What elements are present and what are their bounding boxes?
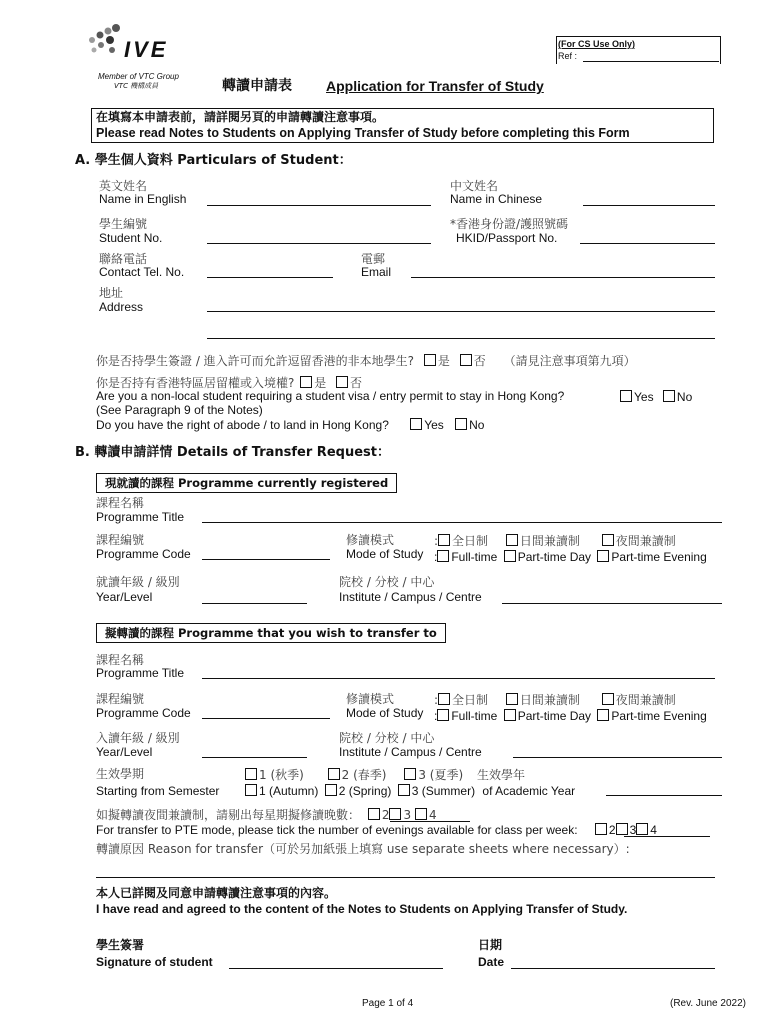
tgt-inst-label: Institute / Campus / Centre (339, 745, 482, 759)
cur-title-label: Programme Title (96, 510, 185, 524)
cur-inst-field[interactable] (502, 603, 722, 604)
address-label-zh: 地址 (99, 286, 124, 300)
cur-title-field[interactable] (202, 522, 722, 523)
eff-label-zh: 生效學期 (96, 767, 145, 781)
eff-label: Starting from Semester (96, 784, 220, 798)
tgt-title-field[interactable] (202, 678, 715, 679)
name-zh-label-zh: 中文姓名 (450, 179, 499, 193)
cur-pte-zh-checkbox[interactable] (602, 534, 614, 546)
tel-label: Contact Tel. No. (99, 265, 185, 279)
cs-box-left (556, 36, 557, 64)
abode-question-en: Do you have the right of abode / to land in Hong Kong? Yes No (96, 418, 485, 432)
cs-box-top (556, 36, 720, 37)
signature-label-zh: 學生簽署 (96, 938, 145, 952)
cur-pte-checkbox[interactable] (597, 550, 609, 562)
sem2-zh-checkbox[interactable] (328, 768, 340, 780)
cur-code-field[interactable] (202, 559, 330, 560)
eff-options-zh: 1 (秋季) 2 (春季) 3 (夏季) 生效學年 (245, 768, 525, 783)
cur-mode-label: Mode of Study (346, 547, 424, 561)
pte-4-zh-checkbox[interactable] (415, 808, 427, 820)
sem3-checkbox[interactable] (398, 784, 410, 796)
form-title-zh: 轉讀申請表 (222, 78, 292, 94)
notice-zh: 在填寫本申請表前，請詳閱另頁的申請轉讀注意事項。 (96, 110, 385, 124)
pte-3-zh-checkbox[interactable] (389, 808, 401, 820)
declaration-zh: 本人已詳閱及同意申請轉讀注意事項的內容。 (96, 886, 337, 900)
tgt-mode-options-zh: : 全日制 日間兼讀制 夜間兼讀制 (434, 693, 676, 707)
abode-no-zh-checkbox[interactable] (336, 376, 348, 388)
pte-2-zh-checkbox[interactable] (368, 808, 380, 820)
current-programme-header: 現就讀的課程 Programme currently registered (96, 473, 397, 493)
signature-field[interactable] (229, 968, 443, 969)
tgt-year-label-zh: 入讀年級 / 級別 (96, 731, 180, 745)
pte-question-zh: 如擬轉讀夜間兼讀制，請剔出每星期擬修讀晚數： 2 3 4 (96, 808, 437, 822)
visa-note-en: (See Paragraph 9 of the Notes) (96, 403, 263, 417)
student-no-label-zh: 學生編號 (99, 217, 148, 231)
cur-inst-label: Institute / Campus / Centre (339, 590, 482, 604)
tgt-inst-label-zh: 院校 / 分校 / 中心 (339, 731, 435, 745)
cs-box-right (720, 36, 721, 64)
tgt-title-label: Programme Title (96, 666, 185, 680)
tgt-mode-label-zh: 修讀模式 (346, 692, 395, 706)
pte-question-en: For transfer to PTE mode, please tick the number of evenings available for class per week: 2 3 4 (96, 823, 657, 837)
pte-3-checkbox[interactable] (616, 823, 628, 835)
abode-question-zh: 你是否持有香港特區居留權或入境權? 是 否 (96, 376, 363, 390)
visa-question-zh: 你是否持學生簽證 / 進入許可而允許逗留香港的非本地學生? 是 否 （請見注意事項第九項） (96, 354, 636, 368)
target-programme-header: 擬轉讀的課程 Programme that you wish to transfer to (96, 623, 446, 643)
ref-label: Ref : (558, 51, 578, 61)
tgt-pte-checkbox[interactable] (597, 709, 609, 721)
visa-yes-zh-checkbox[interactable] (424, 354, 436, 366)
sem3-zh-checkbox[interactable] (404, 768, 416, 780)
cur-ptd-checkbox[interactable] (504, 550, 516, 562)
hkid-field[interactable] (580, 243, 715, 244)
pte-2-checkbox[interactable] (595, 823, 607, 835)
page-number: Page 1 of 4 (362, 998, 414, 1009)
logo-dots-icon (86, 22, 126, 56)
student-no-field[interactable] (207, 243, 431, 244)
tgt-pte-zh-checkbox[interactable] (602, 693, 614, 705)
name-en-label-zh: 英文姓名 (99, 179, 148, 193)
tgt-ptd-checkbox[interactable] (504, 709, 516, 721)
student-no-label: Student No. (99, 231, 163, 245)
visa-no-zh-checkbox[interactable] (460, 354, 472, 366)
hkid-label: HKID/Passport No. (456, 231, 558, 245)
cur-mode-options-zh: : 全日制 日間兼讀制 夜間兼讀制 (434, 534, 676, 548)
member-line-zh: VTC 機構成員 (114, 82, 159, 90)
cur-ptd-zh-checkbox[interactable] (506, 534, 518, 546)
address-label: Address (99, 300, 144, 314)
tel-field[interactable] (207, 277, 333, 278)
cur-year-label-zh: 就讀年級 / 級別 (96, 575, 180, 589)
pte-4-checkbox[interactable] (636, 823, 648, 835)
email-label-zh: 電郵 (361, 252, 386, 266)
abode-yes-zh-checkbox[interactable] (300, 376, 312, 388)
date-field[interactable] (511, 968, 715, 969)
sem2-checkbox[interactable] (325, 784, 337, 796)
tgt-code-label-zh: 課程編號 (96, 692, 145, 706)
tgt-title-label-zh: 課程名稱 (96, 653, 145, 667)
tgt-year-label: Year/Level (96, 745, 153, 759)
cur-ft-checkbox[interactable] (437, 550, 449, 562)
cur-mode-label-zh: 修讀模式 (346, 533, 395, 547)
tgt-mode-label: Mode of Study (346, 706, 424, 720)
academic-year-field[interactable] (606, 795, 722, 796)
tgt-code-label: Programme Code (96, 706, 191, 720)
visa-no-checkbox[interactable] (663, 390, 675, 402)
tgt-ft-checkbox[interactable] (437, 709, 449, 721)
section-a-title: A. 學生個人資料 Particulars of Student： (75, 153, 352, 168)
tgt-ft-zh-checkbox[interactable] (438, 693, 450, 705)
name-en-field[interactable] (207, 205, 431, 206)
logo-text: IVE (124, 37, 169, 62)
cs-use-title: (For CS Use Only) (558, 39, 636, 49)
visa-question-en: Are you a non-local student requiring a student visa / entry permit to stay in Hong Kong? (96, 389, 565, 403)
reason-label: 轉讀原因 Reason for transfer（可於另加紙張上填寫 use separate sheets where necessary）: (96, 842, 630, 856)
abode-yes-checkbox[interactable] (410, 418, 422, 430)
cur-year-label: Year/Level (96, 590, 153, 604)
tgt-inst-field[interactable] (513, 757, 722, 758)
address-field-line1[interactable] (207, 311, 715, 312)
declaration-en: I have read and agreed to the content of the Notes to Students on Applying Transfer of Study. (96, 902, 628, 916)
tgt-code-field[interactable] (202, 718, 330, 719)
tgt-ptd-zh-checkbox[interactable] (506, 693, 518, 705)
eff-options-en: 1 (Autumn) 2 (Spring) 3 (Summer) of Academic Year (245, 784, 575, 799)
cur-mode-options-en: : Full-time Part-time Day Part-time Evening (434, 550, 707, 564)
cur-inst-label-zh: 院校 / 分校 / 中心 (339, 575, 435, 589)
visa-yes-checkbox[interactable] (620, 390, 632, 402)
notice-box (91, 108, 714, 143)
form-title-en: Application for Transfer of Study (326, 78, 544, 94)
section-b-title: B. 轉讀申請詳情 Details of Transfer Request： (75, 445, 390, 460)
visa-en-options: Yes No (620, 390, 692, 405)
cur-ft-zh-checkbox[interactable] (438, 534, 450, 546)
cur-code-label: Programme Code (96, 547, 191, 561)
email-field[interactable] (411, 277, 715, 278)
sem1-zh-checkbox[interactable] (245, 768, 257, 780)
tel-label-zh: 聯絡電話 (99, 252, 148, 266)
revision-date: (Rev. June 2022) (670, 998, 746, 1009)
tgt-mode-options-en: : Full-time Part-time Day Part-time Evening (434, 709, 707, 723)
cur-year-field[interactable] (202, 603, 307, 604)
date-label-zh: 日期 (478, 938, 503, 952)
email-label: Email (361, 265, 392, 279)
pte-en-underline (624, 836, 710, 837)
notice-en: Please read Notes to Students on Applying Transfer of Study before completing this Form (96, 126, 630, 140)
member-line-en: Member of VTC Group (98, 72, 179, 81)
name-zh-field[interactable] (583, 205, 715, 206)
date-label: Date (478, 955, 505, 969)
name-en-label: Name in English (99, 192, 187, 206)
cur-title-label-zh: 課程名稱 (96, 496, 145, 510)
cur-code-label-zh: 課程編號 (96, 533, 145, 547)
tgt-year-field[interactable] (202, 757, 307, 758)
address-field-line2[interactable] (207, 338, 715, 339)
name-zh-label: Name in Chinese (450, 192, 543, 206)
reason-field[interactable] (96, 877, 715, 878)
pte-zh-underline (390, 821, 470, 822)
sem1-checkbox[interactable] (245, 784, 257, 796)
hkid-label-zh: *香港身份證/護照號碼 (450, 217, 569, 231)
signature-label: Signature of student (96, 955, 213, 969)
abode-no-checkbox[interactable] (455, 418, 467, 430)
ref-field[interactable] (583, 61, 719, 62)
